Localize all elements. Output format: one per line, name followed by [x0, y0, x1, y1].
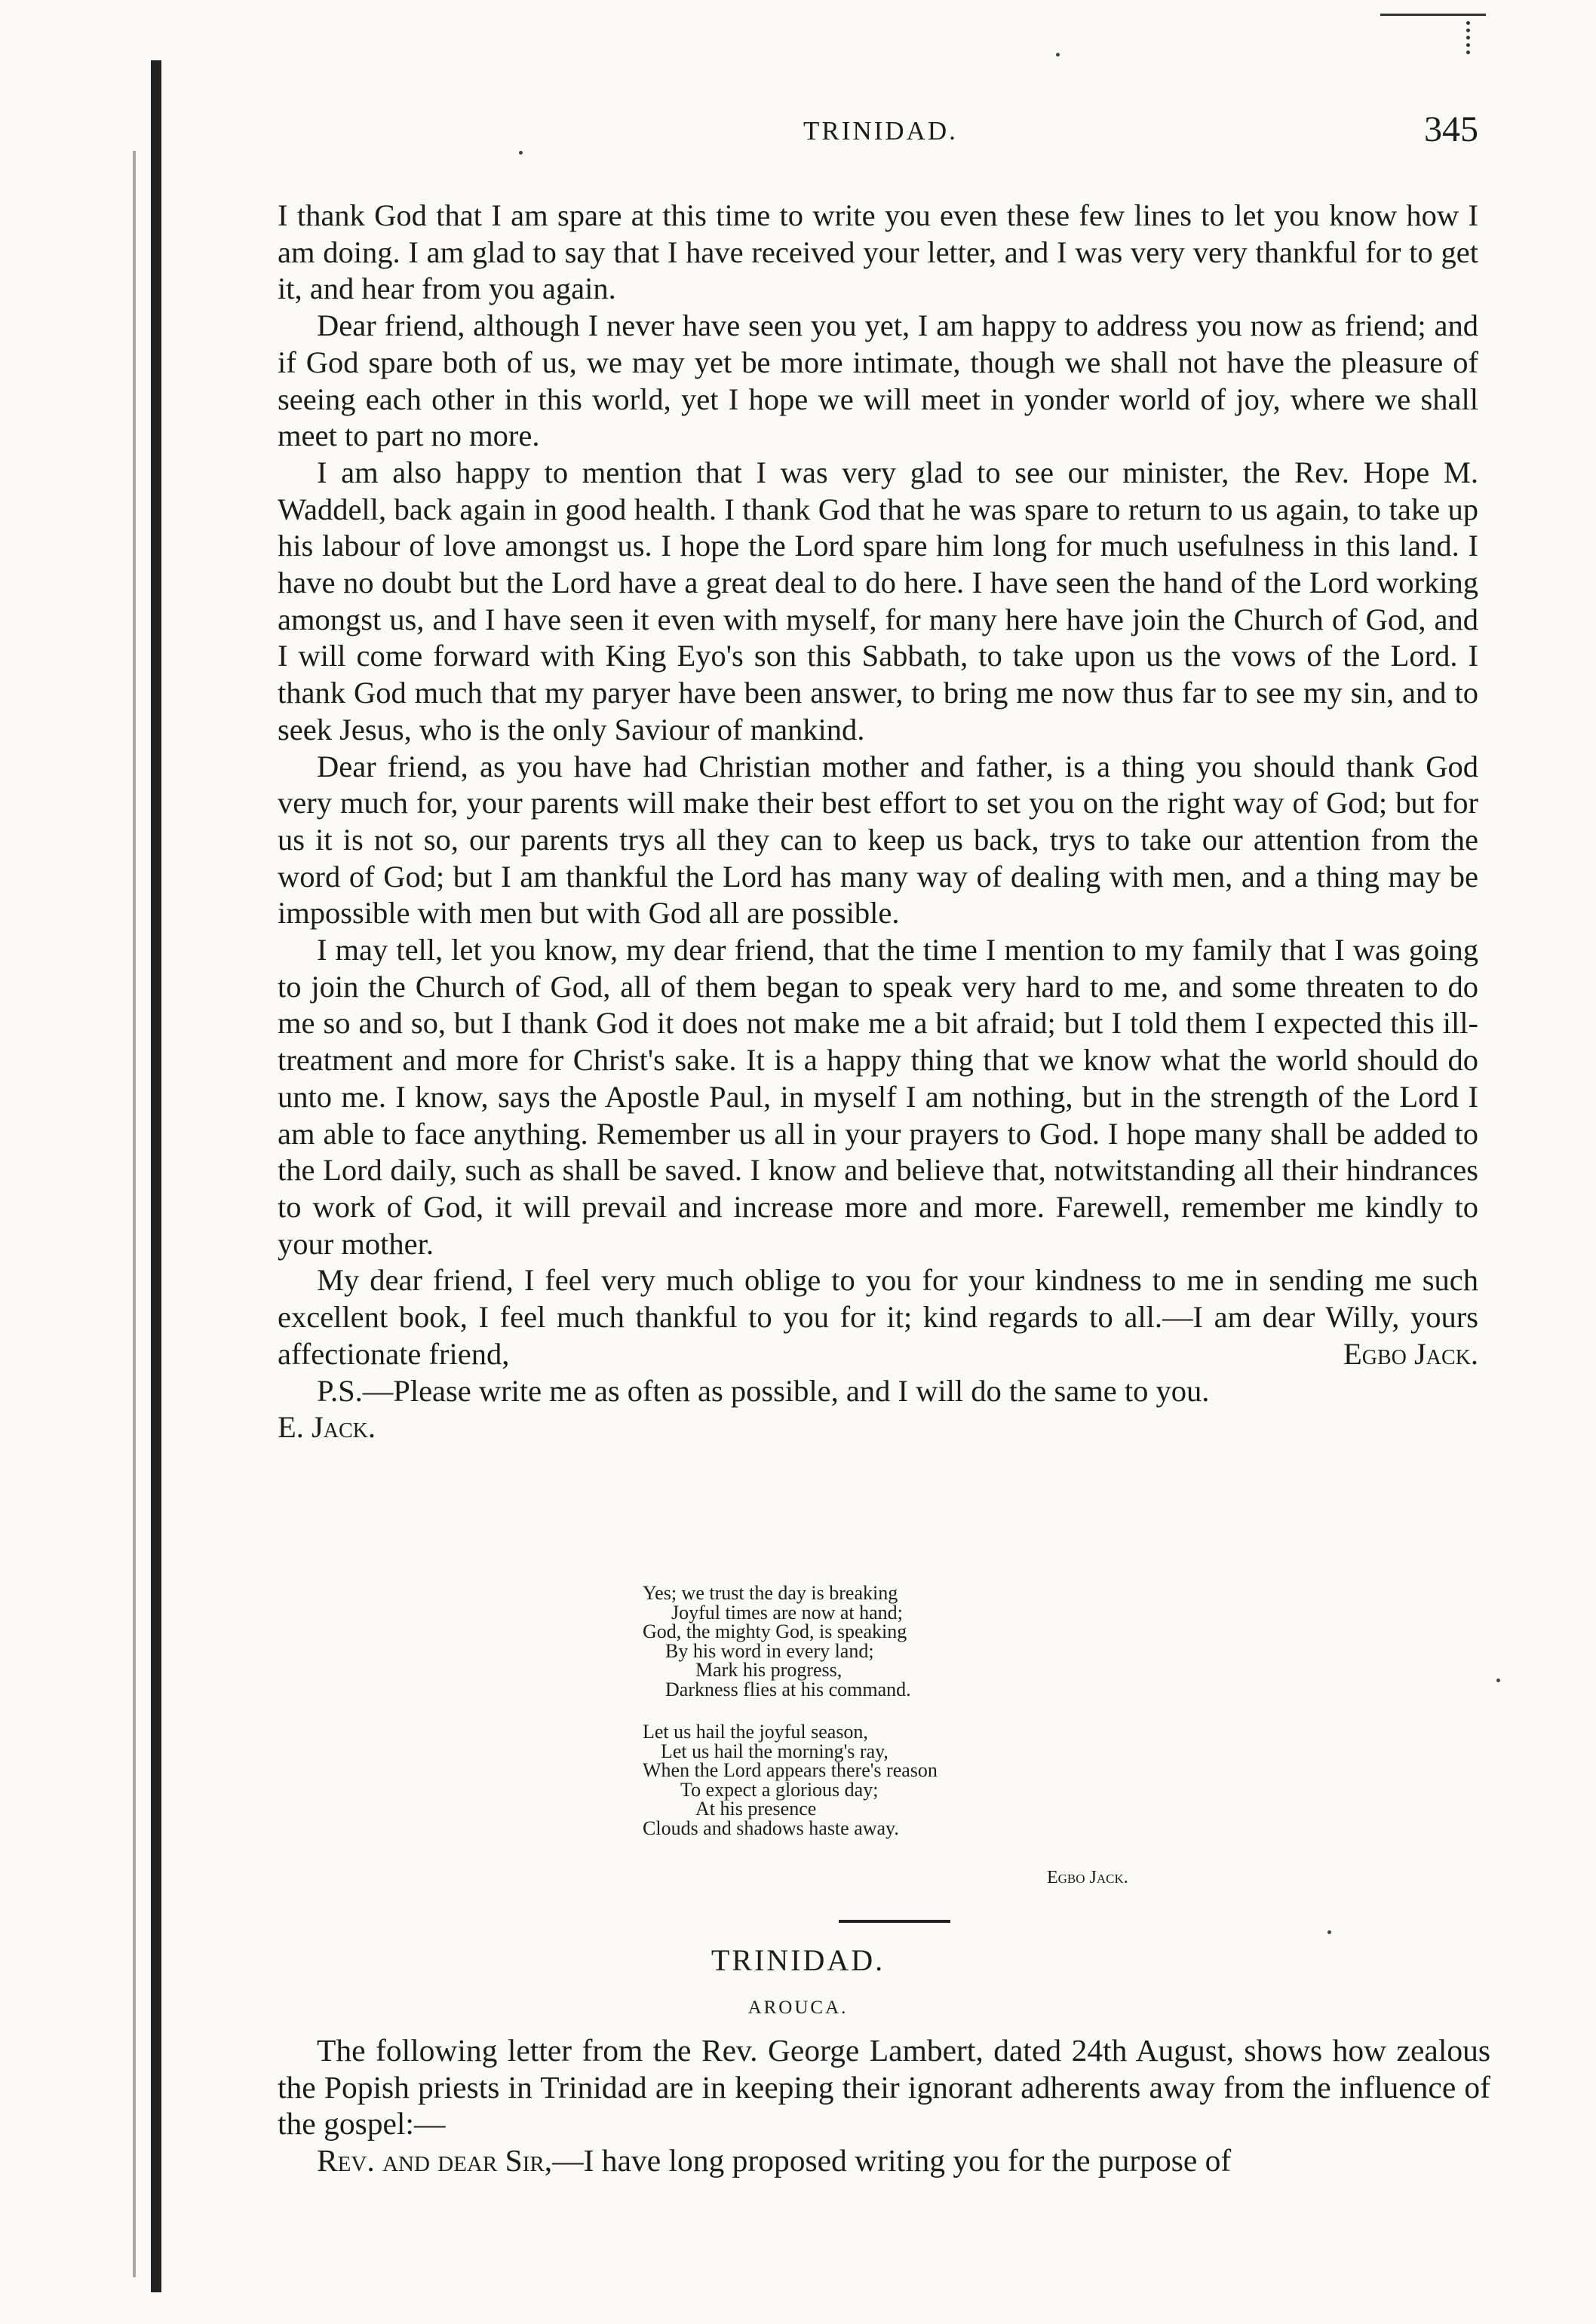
letter-closing-paragraph	[278, 1262, 1478, 1372]
poem-line: Joyful times are now at hand;	[671, 1601, 903, 1623]
poem-stanza	[643, 1722, 1110, 1838]
poem	[643, 1584, 1110, 1861]
poem-line: By his word in every land;	[665, 1639, 874, 1662]
letter-signature: Egbo Jack.	[1343, 1336, 1478, 1371]
postscript-signature: E. Jack.	[278, 1410, 376, 1445]
letter-paragraph: Dear friend, as you have had Christian mother and father, is a thing you should thank God very much for, your parents will make their best effort to set you on the right way of God; but for us it is not so, our parents trys all they can to keep us back, trys to take our attention from the word of God; but I am thankful the Lord has many way of dealing with men, and a thing may be impossible with men but with God all are possible.	[278, 749, 1478, 931]
section-title: TRINIDAD.	[711, 1943, 885, 1977]
poem-line: Darkness flies at his command.	[665, 1678, 911, 1700]
letter-paragraph: I am also happy to mention that I was very glad to see our minister, the Rev. Hope M. Waddell, back again in good health. I thank God that he was spare to return to us again, to take up his labour of love amongst us. I hope the Lord spare him long for much usefulness in this land. I have no doubt but the Lord have a great deal to do here. I have seen the hand of the Lord working amongst us, and I have seen it even with myself, for many here have join the Church of God, and I will come forward with King Eyo's son this Sabbath, to take upon us the vows of the Lord. I thank God much that my paryer have been answer, to bring me now thus far to see my sin, and to seek Jesus, who is the only Saviour of mankind.	[278, 455, 1478, 747]
letter-paragraph: Dear friend, although I never have seen you yet, I am happy to address you now as friend; and if God spare both of us, we may yet be more intimate, though we shall not have the pleasure of seeing each other in this world, yet I hope we will meet in yonder world of joy, where we shall meet to part no more.	[278, 308, 1478, 453]
poem-line: Let us hail the morning's ray,	[661, 1740, 889, 1762]
page-number: 345	[1424, 109, 1478, 149]
poem-line: God, the mighty God, is speaking	[643, 1620, 907, 1642]
running-title: TRINIDAD.	[803, 116, 958, 146]
salutation: Rev. and dear Sir,	[317, 2142, 553, 2178]
poem-line: To expect a glorious day;	[680, 1778, 879, 1801]
poem-line: Clouds and shadows haste away.	[643, 1817, 899, 1839]
poem-signature: Egbo Jack.	[1047, 1868, 1128, 1887]
intro-paragraph: The following letter from the Rev. George Lambert, dated 24th August, shows how zealous the Popish priests in Trinidad are in keeping their ignorant adherents away from the influence of the gospel:—	[278, 2033, 1490, 2141]
section-body	[278, 2032, 1490, 2178]
scan-corner-dots	[1466, 21, 1476, 54]
scan-corner-rule	[1380, 14, 1486, 16]
poem-line: At his presence	[695, 1798, 817, 1820]
scan-speck	[1327, 1930, 1331, 1934]
letter-start: —I have long proposed writing you for the purpose of	[552, 2142, 1232, 2178]
letter-body	[278, 198, 1478, 1446]
poem-line: Yes; we trust the day is breaking	[643, 1582, 898, 1604]
scan-speck	[1056, 53, 1060, 57]
letter-closing-text: My dear friend, I feel very much oblige to you for your kindness to me in sending me such excellent book, I feel much thankful to you for it; kind regards to all.—I am dear Willy, yours affectionate friend,	[278, 1263, 1478, 1371]
section-divider	[839, 1920, 950, 1923]
poem-line: Let us hail the joyful season,	[643, 1721, 868, 1743]
scan-speck	[1496, 1679, 1500, 1682]
poem-line: When the Lord appears there's reason	[643, 1759, 938, 1781]
section-subtitle: AROUCA.	[747, 1997, 849, 2018]
letter-paragraph: I thank God that I am spare at this time to write you even these few lines to let you know how I am doing. I am glad to say that I have received your letter, and I was very very thankful for to get it, and hear from you again.	[278, 198, 1478, 306]
poem-line: Mark his progress,	[695, 1659, 843, 1681]
running-head	[272, 109, 1478, 158]
postscript: P.S.—Please write me as often as possible, and I will do the same to you.	[317, 1373, 1210, 1408]
poem-stanza	[643, 1584, 1110, 1699]
letter-opening	[278, 2142, 1490, 2179]
letter-paragraph: I may tell, let you know, my dear friend, that the time I mention to my family that I was going to join the Church of God, all of them began to speak very hard to me, and some threaten to do me so and so, but I thank God it does not make me a bit afraid; but I told them I expected this ill-treatment and more for Christ's sake. It is a happy thing that we know what the world should do unto me. I know, says the Apostle Paul, in myself I am nothing, but in the strength of the Lord I am able to face anything. Remember us all in your prayers to God. I hope many shall be added to the Lord daily, such as shall be saved. I know and believe that, notwitstanding all their hindrances to work of God, it will prevail and increase more and more. Farewell, remember me kindly to your mother.	[278, 933, 1478, 1261]
